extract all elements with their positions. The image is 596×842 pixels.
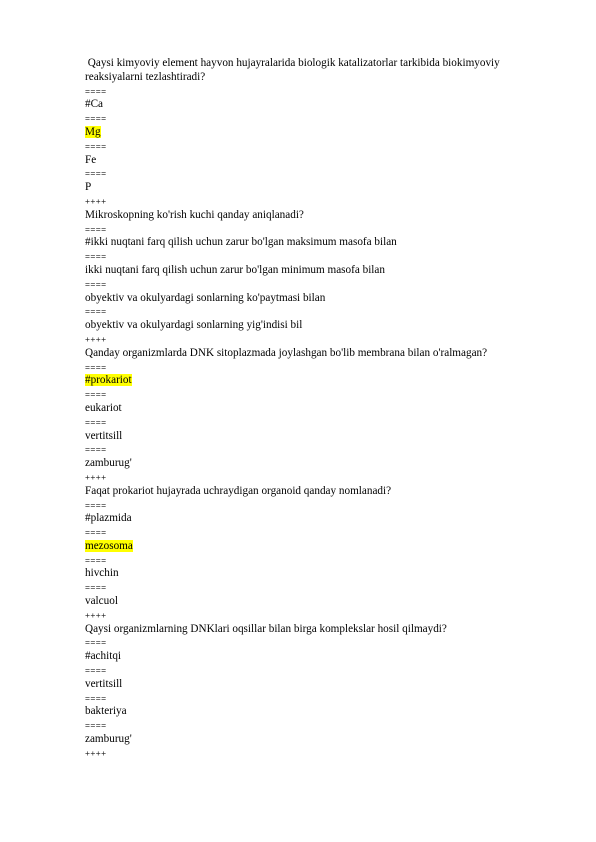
line-text: obyektiv va okulyardagi sonlarning yig'indisi bil [85, 319, 303, 332]
answer-option [85, 181, 545, 195]
document-body [85, 57, 545, 761]
line-text: Fe [85, 153, 97, 166]
answer-separator [85, 719, 545, 733]
question-separator [85, 609, 545, 623]
answer-option [85, 678, 545, 692]
line-text: ==== [85, 223, 107, 234]
answer-option [85, 319, 545, 333]
line-text: bakteriya [85, 705, 127, 718]
answer-separator [85, 443, 545, 457]
line-text: ++++ [85, 195, 107, 206]
line-text: ==== [85, 251, 107, 262]
line-text: ==== [85, 168, 107, 179]
answer-option [85, 126, 545, 140]
line-text: ==== [85, 278, 107, 289]
line-text: Qanday organizmlarda DNK sitoplazmada joylashgan bo'lib membrana bilan o'ralmagan? [85, 346, 488, 359]
line-text: ==== [85, 637, 107, 648]
line-text: ==== [85, 389, 107, 400]
question-separator [85, 195, 545, 209]
answer-option [85, 154, 545, 168]
line-text: hivchin [85, 567, 119, 580]
answer-separator [85, 361, 545, 375]
answer-option [85, 292, 545, 306]
line-text: valcuol [85, 595, 118, 608]
answer-option [85, 567, 545, 581]
question-text [85, 623, 545, 637]
answer-separator [85, 167, 545, 181]
answer-option [85, 430, 545, 444]
answer-option [85, 733, 545, 747]
answer-separator [85, 581, 545, 595]
line-text: ==== [85, 692, 107, 703]
line-text: #plazmida [85, 512, 132, 525]
question-text [85, 485, 545, 499]
line-text: P [85, 181, 92, 194]
answer-option [85, 236, 545, 250]
line-text: ==== [85, 499, 107, 510]
answer-separator [85, 692, 545, 706]
question-separator [85, 747, 545, 761]
line-text: Qaysi organizmlarning DNKlari oqsillar bilan birga komplekslar hosil qilmaydi? [85, 622, 447, 635]
answer-option [85, 264, 545, 278]
line-text: ==== [85, 85, 107, 96]
line-text: #Ca [85, 98, 104, 111]
answer-separator [85, 416, 545, 430]
line-text: #ikki nuqtani farq qilish uchun zarur bo'lgan maksimum masofa bilan [85, 236, 397, 249]
line-text: zamburug' [85, 457, 132, 470]
answer-separator [85, 250, 545, 264]
answer-separator [85, 223, 545, 237]
line-text: ==== [85, 665, 107, 676]
line-text: Mikroskopning ko'rish kuchi qanday aniqlanadi? [85, 208, 304, 221]
answer-option [85, 540, 545, 554]
answer-option [85, 595, 545, 609]
answer-option [85, 650, 545, 664]
answer-separator [85, 305, 545, 319]
line-text: #achitqi [85, 650, 122, 663]
answer-separator [85, 388, 545, 402]
line-text: Qaysi kimyoviy element hayvon hujayralarida biologik katalizatorlar tarkibida biokimyoviy reaksiyalarni tezlashtiradi? [85, 57, 503, 83]
line-text: ++++ [85, 747, 107, 758]
line-text: ==== [85, 527, 107, 538]
answer-separator [85, 278, 545, 292]
question-separator [85, 471, 545, 485]
line-text: ==== [85, 361, 107, 372]
answer-separator [85, 499, 545, 513]
answer-option [85, 457, 545, 471]
line-text: vertitsill [85, 429, 123, 442]
line-text: ==== [85, 140, 107, 151]
answer-separator [85, 526, 545, 540]
line-text: obyektiv va okulyardagi sonlarning ko'paytmasi bilan [85, 291, 326, 304]
line-text: ++++ [85, 609, 107, 620]
answer-option [85, 374, 545, 388]
answer-separator [85, 112, 545, 126]
line-text: ++++ [85, 471, 107, 482]
line-text: ==== [85, 113, 107, 124]
highlighted-text: Mg [85, 125, 101, 138]
answer-separator [85, 140, 545, 154]
answer-separator [85, 85, 545, 99]
line-text: zamburug' [85, 733, 132, 746]
line-text: ==== [85, 306, 107, 317]
line-text: Faqat prokariot hujayrada uchraydigan organoid qanday nomlanadi? [85, 484, 392, 497]
answer-option [85, 512, 545, 526]
question-text [85, 209, 545, 223]
line-text: vertitsill [85, 677, 123, 690]
question-separator [85, 333, 545, 347]
line-text: ==== [85, 720, 107, 731]
answer-separator [85, 664, 545, 678]
question-text [85, 57, 545, 85]
question-text [85, 347, 545, 361]
line-text: ++++ [85, 333, 107, 344]
answer-option [85, 402, 545, 416]
highlighted-text: mezosoma [85, 539, 133, 552]
line-text: ==== [85, 416, 107, 427]
highlighted-text: #prokariot [85, 374, 132, 387]
answer-separator [85, 636, 545, 650]
line-text: eukariot [85, 401, 122, 414]
line-text: ikki nuqtani farq qilish uchun zarur bo'lgan minimum masofa bilan [85, 263, 385, 276]
line-text: ==== [85, 444, 107, 455]
answer-option [85, 705, 545, 719]
answer-separator [85, 554, 545, 568]
line-text: ==== [85, 582, 107, 593]
answer-option [85, 98, 545, 112]
line-text: ==== [85, 554, 107, 565]
